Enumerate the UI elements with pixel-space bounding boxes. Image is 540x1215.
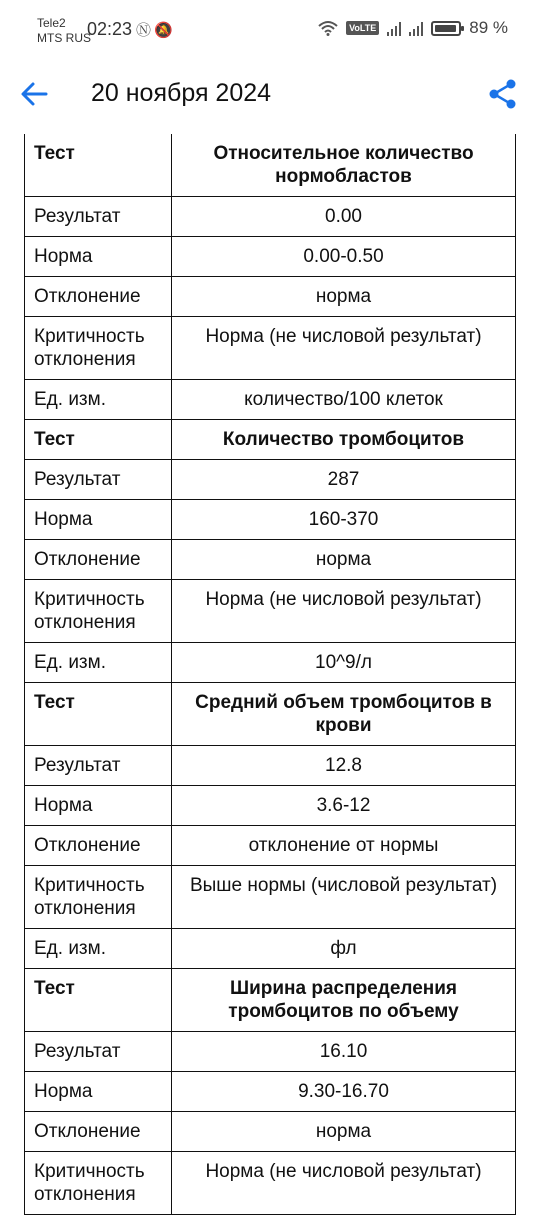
test-label: Тест bbox=[25, 134, 172, 197]
table-row bbox=[25, 420, 516, 460]
share-icon[interactable] bbox=[488, 78, 518, 110]
result-label: Результат bbox=[25, 1032, 172, 1072]
table-row bbox=[25, 380, 516, 420]
deviation-label: Отклонение bbox=[25, 826, 172, 866]
table-row bbox=[25, 866, 516, 929]
deviation-label: Отклонение bbox=[25, 277, 172, 317]
criticality-value: Норма (не числовой результат) bbox=[172, 317, 516, 380]
nfc-icon: Ⓝ bbox=[136, 22, 155, 39]
table-row bbox=[25, 540, 516, 580]
deviation-value: норма bbox=[172, 277, 516, 317]
table-row bbox=[25, 746, 516, 786]
table-row bbox=[25, 969, 516, 1032]
battery-percent: 89 % bbox=[469, 18, 508, 37]
table-row bbox=[25, 1072, 516, 1112]
result-label: Результат bbox=[25, 460, 172, 500]
criticality-value: Норма (не числовой результат) bbox=[172, 1152, 516, 1215]
app-bar bbox=[0, 62, 540, 128]
deviation-value: отклонение от нормы bbox=[172, 826, 516, 866]
criticality-label: Критичность отклонения bbox=[25, 866, 172, 929]
table-row bbox=[25, 317, 516, 380]
criticality-label: Критичность отклонения bbox=[25, 317, 172, 380]
table-row bbox=[25, 237, 516, 277]
wifi-icon bbox=[318, 20, 338, 36]
norm-label: Норма bbox=[25, 786, 172, 826]
criticality-label: Критичность отклонения bbox=[25, 1152, 172, 1215]
test-label: Тест bbox=[25, 683, 172, 746]
norm-value: 9.30-16.70 bbox=[172, 1072, 516, 1112]
carrier-1: Tele2 bbox=[37, 16, 66, 30]
table-row bbox=[25, 643, 516, 683]
test-label: Тест bbox=[25, 969, 172, 1032]
criticality-value: Выше нормы (числовой результат) bbox=[172, 866, 516, 929]
result-value: 0.00 bbox=[172, 197, 516, 237]
unit-value: количество/100 клеток bbox=[172, 380, 516, 420]
test-name: Количество тромбоцитов bbox=[172, 420, 516, 460]
test-name: Относительное количество нормобластов bbox=[172, 134, 516, 197]
table-row bbox=[25, 500, 516, 540]
criticality-label: Критичность отклонения bbox=[25, 580, 172, 643]
norm-value: 160-370 bbox=[172, 500, 516, 540]
result-label: Результат bbox=[25, 197, 172, 237]
status-bar bbox=[0, 0, 540, 62]
table-row bbox=[25, 197, 516, 237]
status-time: 02:23 bbox=[87, 19, 133, 39]
result-value: 287 bbox=[172, 460, 516, 500]
page-title: 20 ноября 2024 bbox=[91, 79, 272, 107]
table-row bbox=[25, 277, 516, 317]
results-table-container[interactable] bbox=[24, 134, 516, 1215]
mute-icon: 🔕 bbox=[154, 22, 176, 39]
unit-value: фл bbox=[172, 929, 516, 969]
battery-icon bbox=[431, 21, 461, 36]
table-row bbox=[25, 460, 516, 500]
table-row bbox=[25, 1032, 516, 1072]
norm-label: Норма bbox=[25, 237, 172, 277]
test-label: Тест bbox=[25, 420, 172, 460]
table-row bbox=[25, 929, 516, 969]
signal-icon bbox=[409, 20, 423, 36]
table-row bbox=[25, 826, 516, 866]
table-row bbox=[25, 786, 516, 826]
norm-value: 3.6-12 bbox=[172, 786, 516, 826]
deviation-value: норма bbox=[172, 1112, 516, 1152]
deviation-label: Отклонение bbox=[25, 1112, 172, 1152]
arrow-left-icon[interactable] bbox=[18, 78, 50, 110]
unit-label: Ед. изм. bbox=[25, 929, 172, 969]
unit-value: 10^9/л bbox=[172, 643, 516, 683]
criticality-value: Норма (не числовой результат) bbox=[172, 580, 516, 643]
unit-label: Ед. изм. bbox=[25, 380, 172, 420]
carrier-info bbox=[37, 16, 91, 46]
signal-icon bbox=[387, 20, 401, 36]
test-name: Средний объем тромбоцитов в крови bbox=[172, 683, 516, 746]
table-row bbox=[25, 134, 516, 197]
norm-value: 0.00-0.50 bbox=[172, 237, 516, 277]
carrier-2: MTS RUS bbox=[37, 31, 91, 45]
test-name: Ширина распределения тромбоцитов по объему bbox=[172, 969, 516, 1032]
result-value: 16.10 bbox=[172, 1032, 516, 1072]
results-table bbox=[24, 134, 516, 1215]
table-row bbox=[25, 580, 516, 643]
table-row bbox=[25, 1112, 516, 1152]
volte-badge: VoLTE bbox=[346, 21, 379, 35]
result-value: 12.8 bbox=[172, 746, 516, 786]
deviation-value: норма bbox=[172, 540, 516, 580]
result-label: Результат bbox=[25, 746, 172, 786]
table-row bbox=[25, 683, 516, 746]
unit-label: Ед. изм. bbox=[25, 643, 172, 683]
table-row bbox=[25, 1152, 516, 1215]
norm-label: Норма bbox=[25, 500, 172, 540]
deviation-label: Отклонение bbox=[25, 540, 172, 580]
norm-label: Норма bbox=[25, 1072, 172, 1112]
